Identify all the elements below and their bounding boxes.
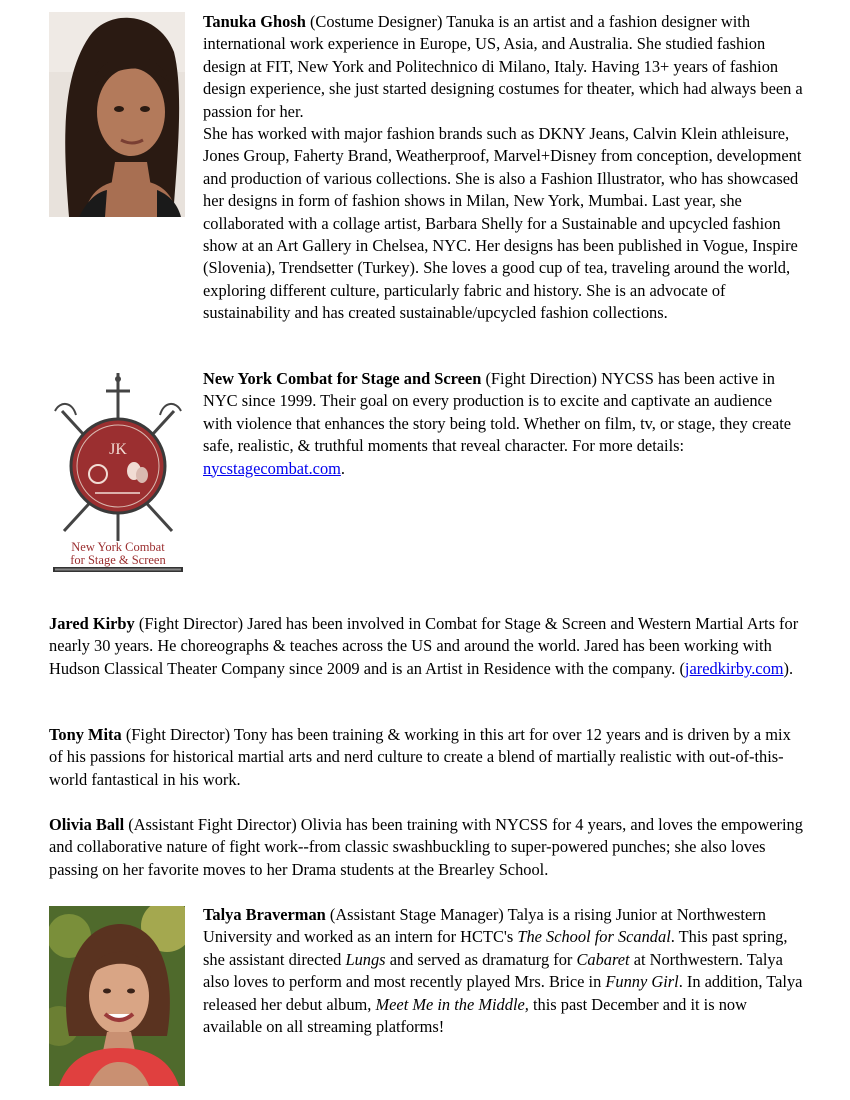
bio-name: Olivia Ball <box>49 815 125 834</box>
bio-text: and served as dramaturg for <box>389 949 573 969</box>
bio-role: (Fight Direction) <box>485 369 597 388</box>
bio-name: Tony Mita <box>49 725 122 744</box>
bio-name: Jared Kirby <box>49 614 135 633</box>
bio-jared-kirby <box>49 613 805 680</box>
bio-talya-braverman <box>203 904 803 1038</box>
jaredkirby-link[interactable]: jaredkirby.com <box>684 658 784 678</box>
bio-paragraph-1 <box>203 11 803 123</box>
logo-monogram: JK <box>109 441 127 458</box>
bio-text: at Northwestern. Talya also loves to perform and most recently played Mrs. Brice in <box>203 949 783 992</box>
bio-name: New York Combat for Stage and Screen <box>203 369 482 388</box>
bio-text: Tanuka is an artist and a fashion designer with international work experience in Europe, US, Asia, and Australia. She studied fashion design at FIT, New York and Politechnico di Milano, Italy. Having 13+ years of fashion design experience, she just started designing costumes for theater, which had always been a passion for her. <box>203 12 803 121</box>
bio-role: (Assistant Fight Director) <box>128 815 297 834</box>
bio-text: Jared has been involved in Combat for Stage & Screen and Western Martial Arts for nearly 30 years. He choreographs & teaches across the US and around the world. Jared has been working with Hudson Classical Theater Company since 2009 and is an Artist in Residence with the company. ( <box>49 614 799 678</box>
bio-olivia-ball <box>49 814 805 881</box>
bio-name: Tanuka Ghosh <box>203 12 306 31</box>
show-title: Funny Girl <box>605 972 679 992</box>
bio-paragraph <box>203 904 803 1038</box>
nycss-logo <box>50 371 186 576</box>
bio-text: Olivia has been training with NYCSS for 4 years, and loves the empowering and collaborative nature of fight work--from classic swashbuckling to super-powered punches; she also loves passing on her favorite moves to her Drama students at the Brearley School. <box>49 815 803 879</box>
bio-nycss <box>203 368 803 480</box>
bio-paragraph-2 <box>203 123 803 325</box>
bio-text-end: . <box>340 458 346 478</box>
bio-role: (Fight Director) <box>138 614 244 633</box>
bio-text: Tony has been training & working in this art for over 12 years and is driven by a mix of his passions for historical martial arts and nerd culture to create a blend of martially realistic with out-of-this-world fantastical in his work. <box>49 725 791 789</box>
talya-braverman-photo <box>49 906 185 1086</box>
tanuka-ghosh-photo <box>49 12 185 217</box>
bio-text-end: ). <box>783 658 794 678</box>
show-title: The School for Scandal <box>517 927 671 947</box>
bio-role: (Fight Director) <box>125 725 231 744</box>
show-title: Cabaret <box>576 949 630 969</box>
logo-line-1: New York Combat <box>71 540 165 554</box>
album-title: Meet Me in the Middle, <box>375 994 529 1014</box>
logo-line-2: for Stage & Screen <box>70 553 166 567</box>
bio-role: (Assistant Stage Manager) <box>329 905 504 924</box>
bio-paragraph <box>203 368 803 480</box>
bio-text: this past December and it is now available on all streaming platforms! <box>203 994 747 1037</box>
bio-tony-mita <box>49 724 805 791</box>
bio-paragraph <box>49 814 805 881</box>
bio-paragraph <box>49 613 805 680</box>
bio-text: NYCSS has been active in NYC since 1999. Their goal on every production is to excite and captivate an audience with violence that enhances the story being told. Whether on film, tv, or stage, they create safe, realistic, & truthful moments that reveal character. For more details: <box>203 369 792 456</box>
bio-paragraph <box>49 724 805 791</box>
bio-text: . This past spring, she assistant directed <box>203 927 788 969</box>
nycstagecombat-link[interactable]: nycstagecombat.com <box>203 458 341 478</box>
bio-text: . In addition, Talya released her debut album, <box>203 972 803 1014</box>
bio-text: She has worked with major fashion brands such as DKNY Jeans, Calvin Klein athleisure, Jones Group, Faherty Brand, Weatherproof, Marvel+Disney from conception, development and production of various collections. She is also a Fashion Illustrator, who has showcased her designs in form of fashion shows in Milan, New York, Mumbai. Last year, she collaborated with a collage artist, Barbara Shelly for a Sustainable and upcycled fashion show at an Art Gallery in Chelsea, NYC. Her designs has been published in Vogue, Inspire (Slovenia), Trendsetter (Turkey). She loves a good cup of tea, traveling around the world, exploring different culture, particularly fabric and history. She is an advocate of sustainability and has created sustainable/upcycled fashion collections. <box>203 124 802 323</box>
bio-name: Talya Braverman <box>203 905 326 924</box>
bio-tanuka-ghosh <box>203 11 803 325</box>
bio-text: Talya is a rising Junior at Northwestern University and worked as an intern for HCTC's <box>203 905 766 947</box>
bio-role: (Costume Designer) <box>309 12 443 31</box>
show-title: Lungs <box>345 949 386 969</box>
